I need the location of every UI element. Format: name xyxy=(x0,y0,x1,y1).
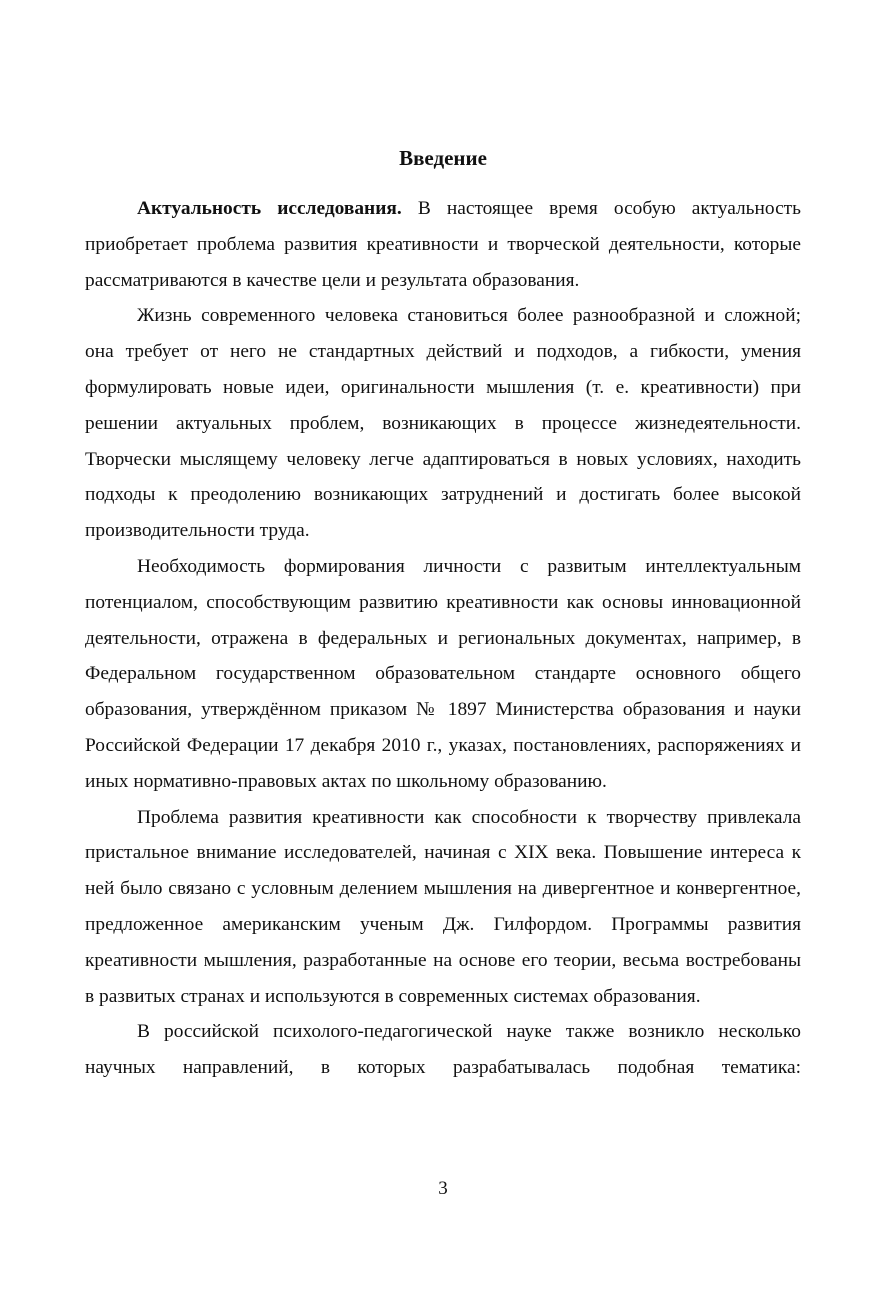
paragraph-creativity-problem: Проблема развития креативности как способности к творчеству привлекала пристальное внимание исследователей, начиная с XIX века. Повышение интереса к ней было связано с условным делением мышления на дивергентное и конвергентное, предложенное американским ученым Дж. Гилфордом. Программы развития креативности мышления, разработанные на основе его теории, весьма востребованы в развитых странах и используются в современных системах образования. xyxy=(85,806,801,1007)
page-title: Введение xyxy=(399,146,487,170)
page-number: 3 xyxy=(438,1178,448,1199)
paragraph-russian-science: В российской психолого-педагогической науке также возникло несколько научных направлений, в которых разрабатывалась подобная тематика: xyxy=(85,1021,801,1079)
body-text xyxy=(85,191,801,1086)
paragraph-relevance xyxy=(85,191,801,298)
paragraph-modern-life: Жизнь современного человека становиться более разнообразной и сложной; она требует от него не стандартных действий и подходов, а гибкости, умения формулировать новые идеи, оригинальности мышления (т. е. креативности) при решении актуальных проблем, возникающих в процессе жизнедеятельности. Творчески мыслящему человеку легче адаптироваться в новых условиях, находить подходы к преодолению возникающих затруднений и достигать более высокой производительности труда. xyxy=(85,305,801,542)
paragraph-text: В настоящее время особую актуальность приобретает проблема развития креативности и творческой деятельности, которые рассматриваются в качестве цели и результата образования. xyxy=(85,198,801,291)
paragraph-necessity: Необходимость формирования личности с развитым интеллектуальным потенциалом, способствующим развитию креативности как основы инновационной деятельности, отражена в федеральных и региональных документах, например, в Федеральном государственном образовательном стандарте основного общего образования, утверждённом приказом № 1897 Министерства образования и науки Российской Федерации 17 декабря 2010 г., указах, постановлениях, распоряжениях и иных нормативно-правовых актах по школьному образованию. xyxy=(85,555,801,792)
paragraph-lead: Актуальность исследования. xyxy=(137,198,402,219)
